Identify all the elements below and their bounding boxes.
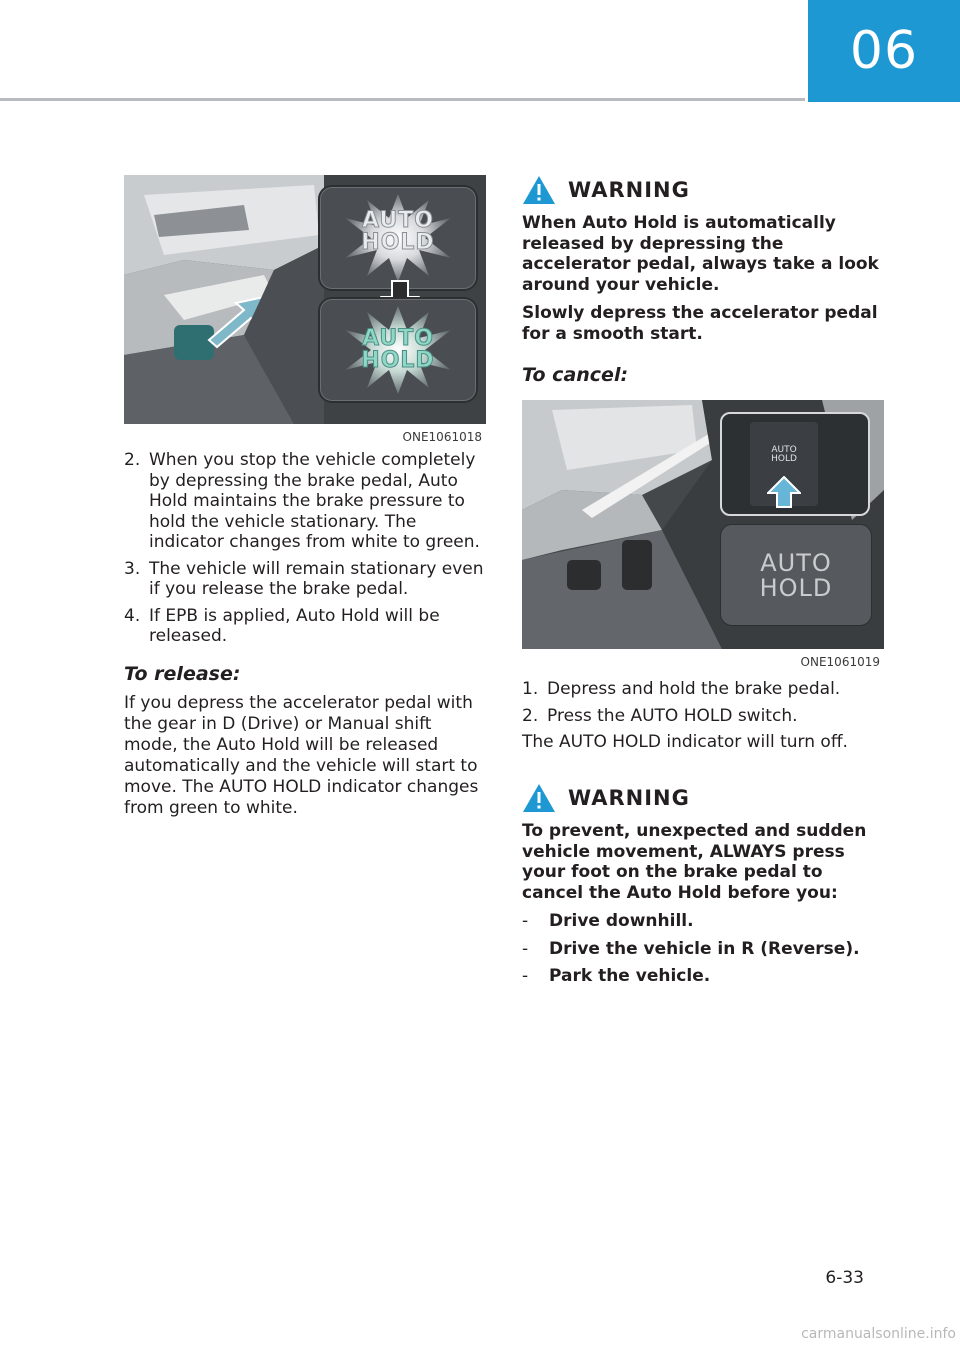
header-rule — [0, 98, 805, 101]
warning-triangle-icon — [522, 783, 556, 813]
warning-list — [522, 911, 884, 987]
warning-heading: WARNING — [522, 783, 884, 813]
steps-list — [124, 450, 486, 647]
figure-caption: ONE1061019 — [800, 655, 880, 669]
auto-hold-brake-figure — [124, 175, 486, 424]
release-text: If you depress the accelerator pedal with the gear in D (Drive) or Manual shift mode, the Auto Hold will be released automatically and the vehicle will start to move. The AUTO HOLD indicator changes from green to white. — [124, 692, 479, 818]
release-heading: To release: — [124, 662, 241, 685]
warning-triangle-icon — [522, 175, 556, 205]
arrow-up-icon — [767, 476, 801, 508]
cancel-heading: To cancel: — [522, 364, 629, 386]
auto-hold-indicator-white: AUTO HOLD — [320, 187, 476, 289]
warning-text: Slowly depress the accelerator pedal for a smooth start. — [522, 303, 878, 344]
list-item: 1. Depress and hold the brake pedal. — [522, 679, 841, 699]
auto-hold-indicator-green: AUTO HOLD — [320, 299, 476, 401]
cancel-result-text: The AUTO HOLD indicator will turn off. — [522, 732, 848, 752]
auto-hold-switch-button: AUTO HOLD — [750, 422, 818, 506]
right-column — [522, 175, 884, 994]
auto-hold-switch-figure — [522, 400, 884, 649]
warning-text: To prevent, unexpected and sudden vehicle movement, ALWAYS press your foot on the brake pedal to cancel the Auto Hold before you: — [522, 821, 867, 903]
watermark: carmanualsonline.info — [801, 1326, 956, 1342]
warning-heading: WARNING — [522, 175, 884, 205]
list-item: - Park the vehicle. — [522, 966, 711, 986]
warning-text: When Auto Hold is automatically released by depressing the accelerator pedal, always take a look around your vehicle. — [522, 213, 879, 295]
list-item: 2. Press the AUTO HOLD switch. — [522, 705, 798, 726]
list-item: 2. When you stop the vehicle completely by depressing the brake pedal, Auto Hold maintains the brake pressure to hold the vehicle stationary. The indicator changes from white to green. — [124, 450, 480, 552]
chapter-tab: 06 — [808, 0, 960, 102]
list-item: 4. If EPB is applied, Auto Hold will be released. — [124, 605, 440, 646]
figure-caption: ONE1061018 — [402, 430, 482, 444]
left-column — [124, 175, 486, 819]
list-item: - Drive the vehicle in R (Reverse). — [522, 938, 860, 959]
steps-list — [522, 679, 884, 726]
list-item: - Drive downhill. — [522, 911, 694, 931]
auto-hold-switch-inset — [720, 412, 870, 516]
auto-hold-indicator-off: AUTO HOLD — [720, 524, 872, 626]
page-number: 6-33 — [825, 1268, 864, 1288]
list-item: 3. The vehicle will remain stationary even if you release the brake pedal. — [124, 558, 484, 599]
